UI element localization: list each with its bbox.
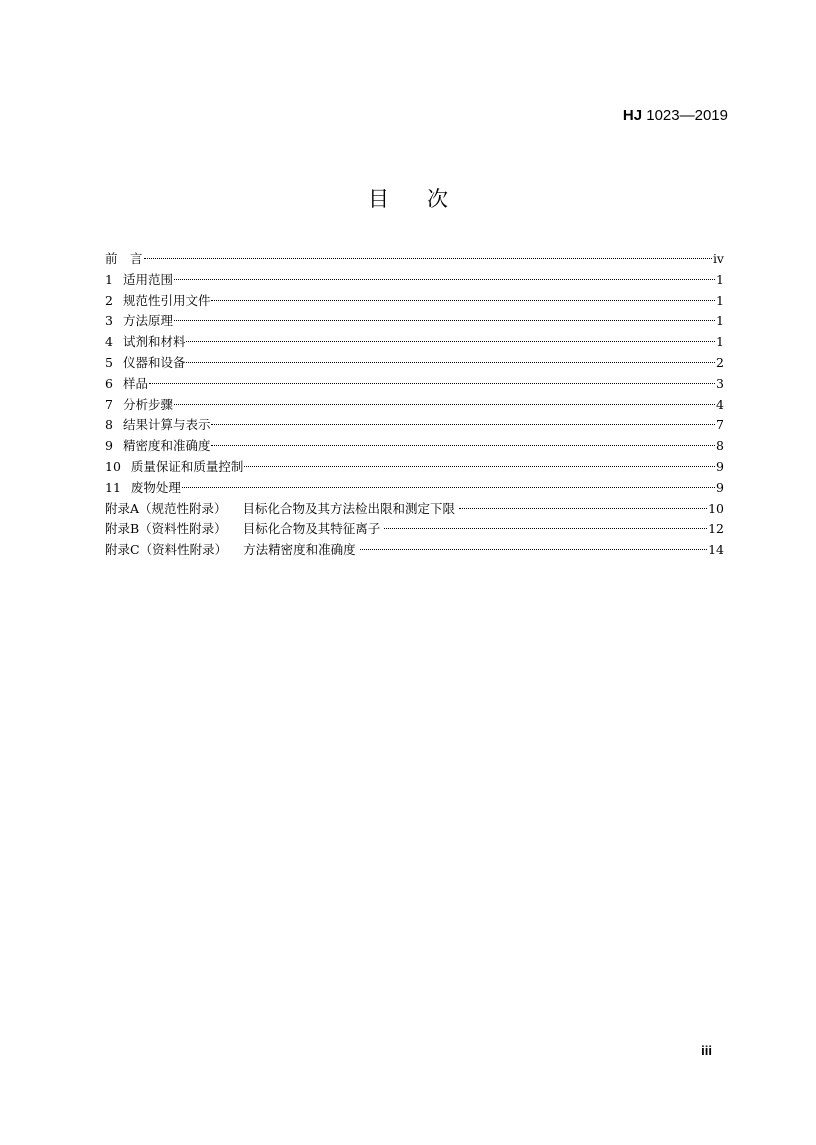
toc-entry-title: 精密度和准确度 bbox=[122, 438, 211, 454]
toc-entry-label bbox=[105, 332, 185, 353]
toc-entry-label bbox=[105, 457, 243, 478]
page-number: iii bbox=[701, 1043, 712, 1058]
toc-entry-title: 方法原理 bbox=[122, 313, 173, 329]
toc-dot-leader bbox=[211, 445, 715, 446]
toc-dot-leader bbox=[211, 300, 715, 301]
toc-entry[interactable] bbox=[105, 499, 724, 520]
toc-dot-leader bbox=[149, 383, 715, 384]
toc-dot-leader bbox=[244, 466, 715, 467]
standard-code bbox=[623, 107, 728, 124]
toc-entry[interactable] bbox=[105, 478, 724, 499]
toc-entry[interactable] bbox=[105, 353, 724, 374]
toc-entry-title: 前 言 bbox=[105, 251, 143, 266]
toc-dot-leader bbox=[384, 528, 707, 529]
toc-entry-number: 8 bbox=[105, 417, 113, 433]
toc-dot-leader bbox=[174, 320, 715, 321]
toc-entry-title: 废物处理 bbox=[130, 479, 181, 495]
toc-dot-leader bbox=[144, 258, 712, 259]
toc-entry-number: 3 bbox=[105, 313, 113, 329]
table-of-contents bbox=[105, 249, 724, 561]
toc-entry-title: 附录B（资料性附录） bbox=[105, 521, 227, 537]
toc-entry-page: 4 bbox=[716, 396, 724, 412]
toc-entry-subtitle: 目标化合物及其特征离子 bbox=[242, 521, 381, 537]
toc-entry[interactable] bbox=[105, 436, 724, 457]
toc-entry-label bbox=[105, 291, 210, 312]
toc-entry-title: 试剂和材料 bbox=[122, 334, 186, 350]
toc-entry-number: 6 bbox=[105, 375, 113, 391]
toc-dot-leader bbox=[186, 362, 715, 363]
toc-entry-number: 7 bbox=[105, 396, 113, 412]
toc-entry[interactable] bbox=[105, 332, 724, 353]
toc-entry-page: 10 bbox=[708, 500, 724, 516]
toc-entry-label bbox=[105, 353, 185, 374]
toc-entry-title: 规范性引用文件 bbox=[122, 292, 211, 308]
toc-entry-title: 分析步骤 bbox=[122, 396, 173, 412]
toc-entry-title: 仪器和设备 bbox=[122, 354, 186, 370]
toc-entry-number: 11 bbox=[105, 479, 121, 495]
toc-entry-title: 质量保证和质量控制 bbox=[130, 458, 244, 474]
toc-entry[interactable] bbox=[105, 395, 724, 416]
toc-entry-number: 2 bbox=[105, 292, 113, 308]
toc-entry-label bbox=[105, 249, 143, 270]
toc-entry[interactable] bbox=[105, 374, 724, 395]
toc-entry-subtitle: 目标化合物及其方法检出限和测定下限 bbox=[242, 500, 456, 516]
standard-code-prefix: HJ bbox=[622, 107, 643, 124]
toc-entry-number: 1 bbox=[105, 271, 113, 287]
toc-entry-page: 14 bbox=[708, 542, 724, 558]
toc-dot-leader bbox=[459, 508, 707, 509]
toc-entry[interactable] bbox=[105, 249, 724, 270]
toc-dot-leader bbox=[174, 404, 715, 405]
standard-code-number: 1023—2019 bbox=[646, 107, 728, 124]
toc-entry-page: iv bbox=[712, 251, 724, 266]
toc-entry-title: 适用范围 bbox=[122, 271, 173, 287]
toc-entry-page: 12 bbox=[708, 521, 724, 537]
toc-dot-leader bbox=[211, 424, 715, 425]
toc-entry[interactable] bbox=[105, 519, 724, 540]
toc-entry-title: 样品 bbox=[122, 375, 148, 391]
toc-entry-number: 10 bbox=[105, 458, 121, 474]
toc-entry-page: 1 bbox=[716, 292, 724, 308]
toc-dot-leader bbox=[174, 279, 715, 280]
toc-entry-subtitle: 方法精密度和准确度 bbox=[243, 542, 356, 558]
toc-entry-label bbox=[105, 540, 356, 561]
toc-entry-label bbox=[105, 270, 173, 291]
toc-entry-title: 附录A（规范性附录） bbox=[105, 500, 227, 516]
toc-entry[interactable] bbox=[105, 270, 724, 291]
toc-entry-number: 9 bbox=[105, 438, 113, 454]
toc-entry[interactable] bbox=[105, 291, 724, 312]
toc-entry[interactable] bbox=[105, 457, 724, 478]
toc-entry-page: 1 bbox=[716, 334, 724, 350]
toc-entry-label bbox=[105, 395, 173, 416]
toc-entry[interactable] bbox=[105, 540, 724, 561]
toc-entry-page: 9 bbox=[716, 479, 724, 495]
toc-title: 目次 bbox=[368, 187, 486, 211]
toc-dot-leader bbox=[360, 549, 708, 550]
toc-entry-label bbox=[105, 436, 210, 457]
toc-entry-page: 1 bbox=[716, 271, 724, 287]
toc-entry-number: 5 bbox=[105, 354, 113, 370]
toc-entry-number: 4 bbox=[105, 334, 113, 350]
toc-entry-label bbox=[105, 374, 148, 395]
toc-dot-leader bbox=[186, 341, 715, 342]
toc-entry-page: 9 bbox=[716, 458, 724, 474]
toc-entry-page: 1 bbox=[716, 313, 724, 329]
toc-entry[interactable] bbox=[105, 415, 724, 436]
toc-entry-label bbox=[105, 415, 210, 436]
toc-entry-label bbox=[105, 478, 181, 499]
toc-entry-label bbox=[105, 499, 455, 520]
toc-dot-leader bbox=[182, 487, 715, 488]
toc-entry-page: 3 bbox=[716, 375, 724, 391]
toc-entry[interactable] bbox=[105, 311, 724, 332]
toc-entry-title: 附录C（资料性附录） bbox=[105, 542, 228, 558]
toc-entry-page: 8 bbox=[716, 438, 724, 454]
toc-entry-page: 7 bbox=[716, 417, 724, 433]
toc-entry-label bbox=[105, 519, 380, 540]
toc-entry-page: 2 bbox=[716, 354, 724, 370]
toc-entry-title: 结果计算与表示 bbox=[122, 417, 211, 433]
toc-entry-label bbox=[105, 311, 173, 332]
